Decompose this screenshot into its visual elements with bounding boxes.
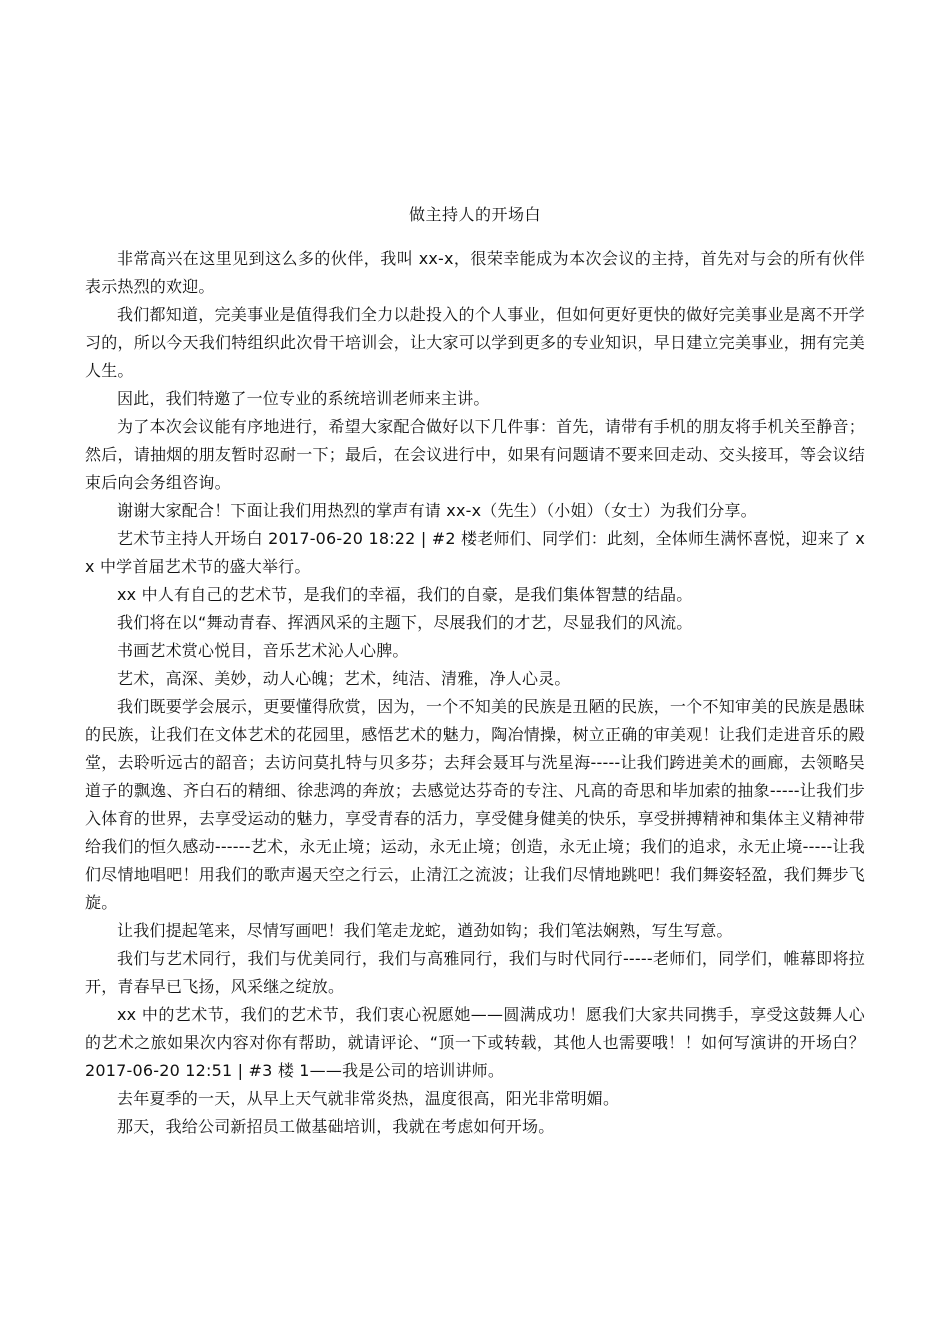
paragraph: 去年夏季的一天，从早上天气就非常炎热，温度很高，阳光非常明媚。 [117,1089,620,1108]
paragraph: 为了本次会议能有序地进行，希望大家配合做好以下几件事：首先，请带有手机的朋友将手机关至静音；然后，请抽烟的朋友暂时忍耐一下；最后，在会议进行中，如果有问题请不要来回走动、交头接耳，等会议结束后向会务组咨询。 [85,417,865,492]
paragraph: 艺术，高深、美妙，动人心魄；艺术，纯洁、清雅，净人心灵。 [117,669,571,688]
paragraph: 因此，我们特邀了一位专业的系统培训老师来主讲。 [117,389,490,408]
paragraph: 艺术节主持人开场白 2017-06-20 18:22 | #2 楼老师们、同学们：此刻，全体师生满怀喜悦，迎来了 xx 中学首届艺术节的盛大举行。 [85,529,865,576]
paragraph: xx 中人有自己的艺术节，是我们的幸福，我们的自豪，是我们集体智慧的结晶。 [117,585,693,604]
paragraph: 我们既要学会展示，更要懂得欣赏，因为，一个不知美的民族是丑陋的民族，一个不知审美的民族是愚昧的民族，让我们在文体艺术的花园里，感悟艺术的魅力，陶冶情操，树立正确的审美观！让我们走进音乐的殿堂，去聆听远古的韶音；去访问莫扎特与贝多芬；去拜会聂耳与洗星海-----让我们跨进美术的画廊，去领略吴道子的飘逸、齐白石的精细、徐悲鸿的奔放；去感觉达芬奇的专注、凡高的奇思和毕加索的抽象-----让我们步入体育的世界，去享受运动的魅力，享受青春的活力，享受健身健美的快乐，享受拼搏精神和集体主义精神带给我们的恒久感动------艺术，永无止境；运动，永无止境；创造，永无止境；我们的追求，永无止境-----让我们尽情地唱吧！用我们的歌声遏天空之行云，止清江之流波；让我们尽情地跳吧！我们舞姿轻盈，我们舞步飞旋。 [85,697,865,912]
document-body [85,245,865,1141]
document-title: 做主持人的开场白 [408,205,541,224]
paragraph: xx 中的艺术节，我们的艺术节，我们衷心祝愿她——圆满成功！愿我们大家共同携手，享受这鼓舞人心的艺术之旅如果次内容对你有帮助，就请评论、“顶一下或转载，其他人也需要哦！！如何写演讲的开场白？2017-06-20 12:51 | #3 楼 1——我是公司的培训讲师。 [85,1005,865,1080]
paragraph: 非常高兴在这里见到这么多的伙伴，我叫 xx-x，很荣幸能成为本次会议的主持，首先对与会的所有伙伴表示热烈的欢迎。 [85,249,865,296]
paragraph: 让我们提起笔来，尽情写画吧！我们笔走龙蛇，遒劲如钩；我们笔法娴熟，写生写意。 [117,921,733,940]
paragraph: 谢谢大家配合！下面让我们用热烈的掌声有请 xx-x（先生）（小姐）（女士）为我们分享。 [117,501,757,520]
paragraph: 我们与艺术同行，我们与优美同行，我们与高雅同行，我们与时代同行-----老师们，同学们，帷幕即将拉开，青春早已飞扬，风采继之绽放。 [85,949,865,996]
paragraph: 那天，我给公司新招员工做基础培训，我就在考虑如何开场。 [117,1117,555,1136]
paragraph: 我们将在以“舞动青春、挥洒风采的主题下，尽展我们的才艺，尽显我们的风流。 [117,613,693,632]
paragraph: 我们都知道，完美事业是值得我们全力以赴投入的个人事业，但如何更好更快的做好完美事业是离不开学习的，所以今天我们特组织此次骨干培训会，让大家可以学到更多的专业知识，早日建立完美事业，拥有完美人生。 [85,305,865,380]
paragraph: 书画艺术赏心悦目，音乐艺术沁人心脾。 [117,641,409,660]
